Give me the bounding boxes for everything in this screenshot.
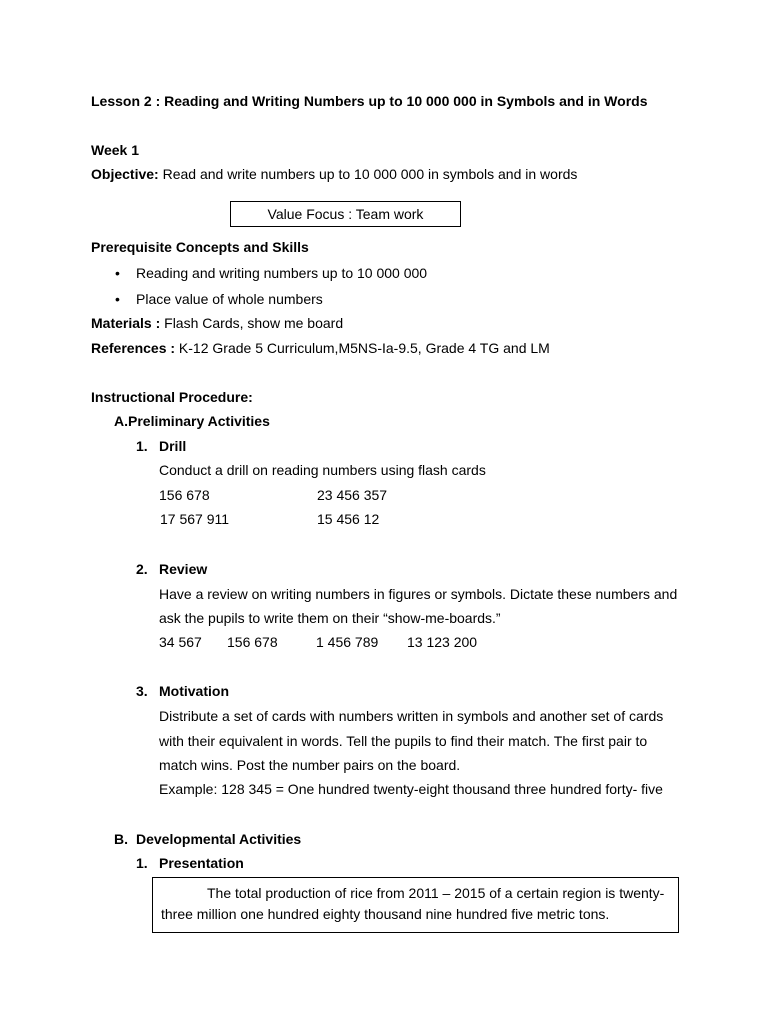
drill-number: 1. <box>136 438 148 454</box>
page-title: Lesson 2 : Reading and Writing Numbers up to 10 000 000 in Symbols and in Words <box>91 93 648 109</box>
objective-label: Objective: <box>91 166 159 182</box>
review-title: Review <box>159 561 208 577</box>
presentation-title: Presentation <box>159 855 244 871</box>
motivation-text-line: match wins. Post the number pairs on the board. <box>159 757 461 773</box>
value-focus-text: Value Focus : Team work <box>267 206 424 222</box>
review-number-value: 13 123 200 <box>407 634 478 650</box>
materials-text: Flash Cards, show me board <box>160 315 344 331</box>
motivation-title: Motivation <box>159 683 229 699</box>
presentation-text-line: The total production of rice from 2011 – 2015 of a certain region is twenty- <box>207 885 665 901</box>
drill-number-value: 15 456 12 <box>317 511 380 527</box>
drill-number-value: 23 456 357 <box>317 487 388 503</box>
drill-title: Drill <box>159 438 187 454</box>
prerequisite-heading: Prerequisite Concepts and Skills <box>91 239 309 255</box>
value-focus-box <box>230 201 461 227</box>
motivation-number: 3. <box>136 683 148 699</box>
section-b-heading: Developmental Activities <box>136 831 302 847</box>
references-label: References : <box>91 340 176 356</box>
presentation-number: 1. <box>136 855 148 871</box>
review-text-line: Have a review on writing numbers in figures or symbols. Dictate these numbers and <box>159 586 678 602</box>
presentation-problem-box <box>152 877 679 933</box>
prerequisite-item: Place value of whole numbers <box>136 291 323 307</box>
references-line <box>91 339 550 357</box>
references-text: K-12 Grade 5 Curriculum,M5NS-Ia-9.5, Grade 4 TG and LM <box>175 340 550 356</box>
drill-number-value: 17 567 911 <box>160 511 230 527</box>
procedure-heading: Instructional Procedure: <box>91 389 253 405</box>
materials-label: Materials : <box>91 315 161 331</box>
review-text-line: ask the pupils to write them on their “show-me-boards.” <box>159 610 501 626</box>
bullet-icon: • <box>115 291 120 307</box>
bullet-icon: • <box>115 265 120 281</box>
motivation-text-line: Distribute a set of cards with numbers written in symbols and another set of cards <box>159 708 664 724</box>
materials-line <box>91 314 343 332</box>
section-a-heading: A.Preliminary Activities <box>114 413 270 429</box>
prerequisite-item: Reading and writing numbers up to 10 000 000 <box>136 265 428 281</box>
review-number: 2. <box>136 561 148 577</box>
week-label: Week 1 <box>91 142 139 158</box>
review-number-value: 34 567 <box>159 634 202 650</box>
section-b-letter: B. <box>114 831 128 847</box>
presentation-text-line: three million one hundred eighty thousand nine hundred five metric tons. <box>161 906 610 922</box>
objective-line <box>91 165 577 183</box>
drill-text: Conduct a drill on reading numbers using flash cards <box>159 462 486 478</box>
review-number-value: 156 678 <box>227 634 278 650</box>
review-number-value: 1 456 789 <box>316 634 379 650</box>
drill-number-value: 156 678 <box>159 487 210 503</box>
motivation-text-line: with their equivalent in words. Tell the pupils to find their match. The first pair to <box>159 733 648 749</box>
motivation-example: Example: 128 345 = One hundred twenty-eight thousand three hundred forty- five <box>159 781 663 797</box>
objective-text: Read and write numbers up to 10 000 000 in symbols and in words <box>158 166 578 182</box>
